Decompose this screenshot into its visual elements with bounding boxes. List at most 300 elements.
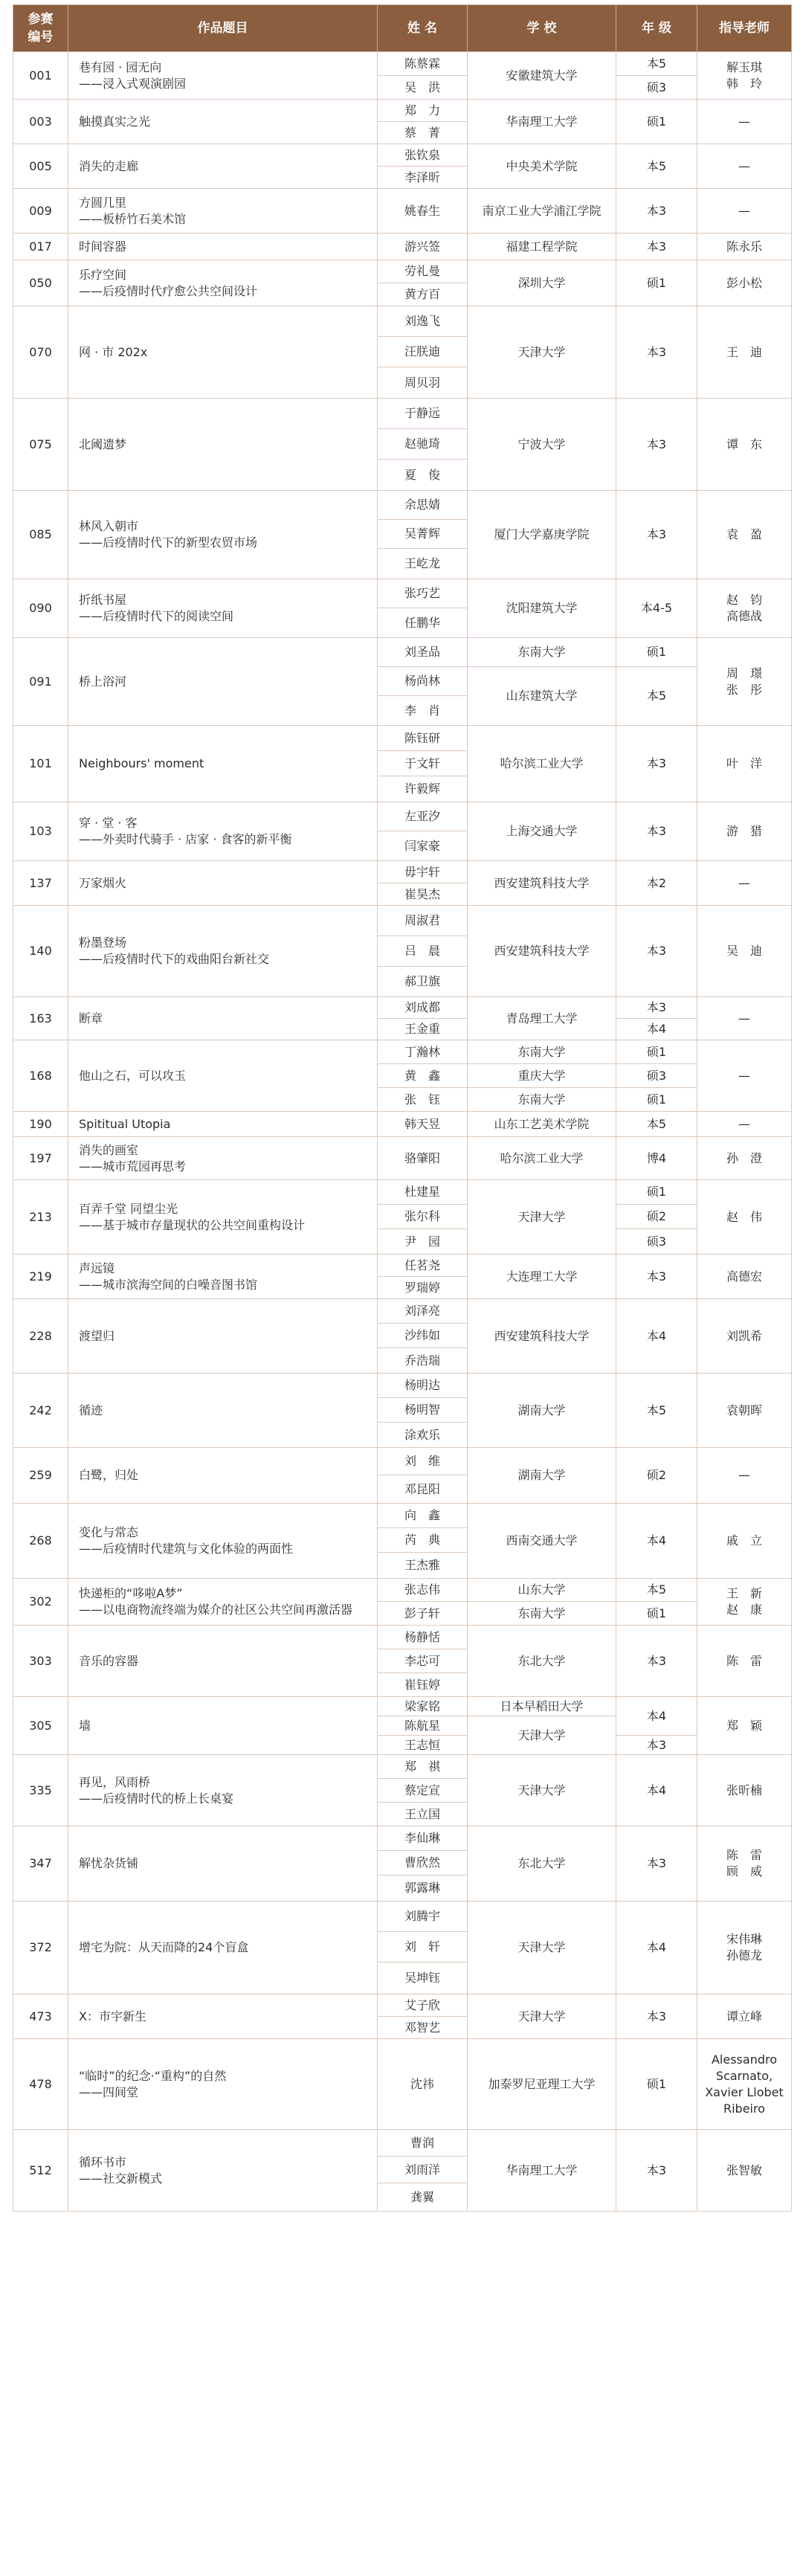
member-grade: 本5 <box>616 667 697 726</box>
member-name: 杨明智 <box>378 1398 468 1423</box>
member-grade: 本4 <box>616 1902 697 1994</box>
table-row <box>13 2039 792 2130</box>
entry-title <box>68 1755 378 1826</box>
member-school: 西安建筑科技大学 <box>468 1299 616 1374</box>
entry-title <box>68 1994 378 2039</box>
member-name: 姚春生 <box>378 189 468 234</box>
member-name: 杜建星 <box>378 1180 468 1205</box>
advisor-name: 王 新 <box>726 1586 762 1600</box>
advisor-name: 谭立峰 <box>726 2009 762 2023</box>
entry-title-main: 桥上浴河 <box>79 674 127 689</box>
member-grade: 硕3 <box>616 1064 697 1088</box>
member-name: 龚翼 <box>378 2183 468 2212</box>
member-name: 于文轩 <box>378 751 468 776</box>
advisor-name: 刘凯希 <box>726 1328 762 1343</box>
member-name: 刘泽亮 <box>378 1299 468 1324</box>
member-grade: 本4 <box>616 1755 697 1826</box>
table-row <box>13 306 792 337</box>
header-row <box>13 5 792 52</box>
member-name: 艾子欣 <box>378 1994 468 2017</box>
member-name: 汪朕迪 <box>378 337 468 367</box>
entry-title-main: 穿 · 堂 · 客 <box>79 816 138 830</box>
table-row <box>13 1579 792 1602</box>
table-row <box>13 1180 792 1205</box>
table-row <box>13 906 792 936</box>
member-name: 曹欣然 <box>378 1851 468 1875</box>
header-title: 作品题目 <box>68 5 378 52</box>
advisor-name: 张 彤 <box>726 682 762 697</box>
advisor <box>697 906 792 997</box>
advisor-name: 赵 康 <box>726 1603 762 1617</box>
table-row <box>13 1448 792 1475</box>
member-name: 杨明达 <box>378 1374 468 1398</box>
advisor <box>697 1697 792 1755</box>
table-row <box>13 52 792 76</box>
entry-title-main: 墙 <box>79 1718 91 1733</box>
entry-title-subtitle: ——外卖时代骑手 · 店家 · 食客的新平衡 <box>79 832 292 846</box>
entry-title-main: 他山之石，可以攻玉 <box>79 1068 187 1083</box>
member-name: 吴坤钰 <box>378 1962 468 1994</box>
entry-title <box>68 100 378 144</box>
member-name: 崔昊杰 <box>378 883 468 906</box>
member-name: 尹 园 <box>378 1229 468 1255</box>
table-row <box>13 1137 792 1180</box>
entry-title-main: 方圆几里 <box>79 195 127 210</box>
entry-title <box>68 1040 378 1112</box>
member-grade: 本5 <box>616 1374 697 1448</box>
advisor-name: Ribeiro <box>723 2101 766 2116</box>
entry-title-main: 消失的画室 <box>79 1142 139 1157</box>
member-grade: 硕2 <box>616 1205 697 1229</box>
entry-id: 070 <box>13 306 68 399</box>
entry-id: 259 <box>13 1448 68 1504</box>
member-grade: 本5 <box>616 52 697 76</box>
member-name: 韩天昱 <box>378 1112 468 1137</box>
member-name: 蔡定宣 <box>378 1779 468 1803</box>
entry-title-main: 巷有园 · 园无向 <box>79 59 162 74</box>
member-name: 李 肖 <box>378 696 468 726</box>
entry-id: 050 <box>13 260 68 306</box>
member-grade: 博4 <box>616 1137 697 1180</box>
member-name: 张尔科 <box>378 1205 468 1229</box>
entry-id: 005 <box>13 144 68 189</box>
entry-title <box>68 1374 378 1448</box>
entry-title-main: 解忧杂货铺 <box>79 1856 139 1870</box>
advisor-name: — <box>738 203 750 218</box>
entry-id: 140 <box>13 906 68 997</box>
entry-id: 219 <box>13 1255 68 1299</box>
member-school: 山东大学 <box>468 1579 616 1602</box>
member-grade: 本3 <box>616 399 697 491</box>
entry-title-main: 林风入朝市 <box>79 519 139 533</box>
member-name: 杨静恬 <box>378 1626 468 1649</box>
member-school: 福建工程学院 <box>468 234 616 260</box>
member-school: 大连理工大学 <box>468 1255 616 1299</box>
advisor <box>697 306 792 399</box>
member-school: 哈尔滨工业大学 <box>468 1137 616 1180</box>
header-id-label: 参赛编号 <box>28 12 54 45</box>
member-school: 西南交通大学 <box>468 1504 616 1579</box>
member-name: 郭露琳 <box>378 1875 468 1902</box>
table-row <box>13 1626 792 1649</box>
member-name: 郑 力 <box>378 100 468 122</box>
entry-title <box>68 1180 378 1255</box>
member-name: 吴 洪 <box>378 76 468 100</box>
advisor-name: 孙 澄 <box>726 1150 762 1165</box>
entry-id: 512 <box>13 2130 68 2212</box>
entry-title-main: 循迹 <box>79 1403 103 1417</box>
member-grade: 硕1 <box>616 1040 697 1064</box>
entry-title <box>68 638 378 726</box>
entry-title-subtitle: ——城市荒园再思考 <box>79 1159 187 1173</box>
advisor <box>697 1137 792 1180</box>
member-name: 黄 鑫 <box>378 1064 468 1088</box>
advisor <box>697 1755 792 1826</box>
member-grade: 本4-5 <box>616 579 697 638</box>
member-school: 沈阳建筑大学 <box>468 579 616 638</box>
entry-title <box>68 2130 378 2212</box>
member-school: 东北大学 <box>468 1626 616 1697</box>
table-row <box>13 802 792 831</box>
advisor-name: 高德战 <box>726 609 762 623</box>
member-name: 刘雨洋 <box>378 2157 468 2183</box>
member-school: 天津大学 <box>468 1902 616 1994</box>
member-name: 劳礼曼 <box>378 260 468 283</box>
entry-id: 103 <box>13 802 68 861</box>
entry-title <box>68 1697 378 1755</box>
entry-title-subtitle: ——浸入式观演剧园 <box>79 76 187 91</box>
table-row <box>13 638 792 667</box>
member-grade: 本2 <box>616 861 697 906</box>
member-school: 天津大学 <box>468 1716 616 1755</box>
advisor <box>697 1112 792 1137</box>
entry-id: 305 <box>13 1697 68 1755</box>
entry-title-subtitle: ——后疫情时代建筑与文化体验的两面性 <box>79 1542 294 1556</box>
entry-title <box>68 1826 378 1902</box>
advisor-name: — <box>738 158 750 173</box>
table-row <box>13 1299 792 1324</box>
member-grade: 硕3 <box>616 1229 697 1255</box>
advisor <box>697 260 792 306</box>
table-row <box>13 1755 792 1779</box>
member-school: 西安建筑科技大学 <box>468 861 616 906</box>
member-name: 沙纬如 <box>378 1324 468 1348</box>
member-school: 南京工业大学浦江学院 <box>468 189 616 234</box>
entry-title <box>68 997 378 1040</box>
entry-title <box>68 260 378 306</box>
entry-title <box>68 1504 378 1579</box>
member-name: 梁家铭 <box>378 1697 468 1716</box>
advisor-name: — <box>738 1068 750 1083</box>
member-school: 山东工艺美术学院 <box>468 1112 616 1137</box>
entry-title-subtitle: ——板桥竹石美术馆 <box>79 211 187 226</box>
advisor-name: — <box>738 875 750 890</box>
entry-title <box>68 189 378 234</box>
member-name: 张志伟 <box>378 1579 468 1602</box>
member-name: 丁瀚林 <box>378 1040 468 1064</box>
entry-id: 017 <box>13 234 68 260</box>
advisor <box>697 1040 792 1112</box>
member-name: 曹润 <box>378 2130 468 2157</box>
advisor-name: Scarnato, <box>715 2068 773 2083</box>
entry-id: 091 <box>13 638 68 726</box>
advisor <box>697 579 792 638</box>
advisor-name: Xavier Llobet <box>705 2084 784 2099</box>
member-grade: 本4 <box>616 1299 697 1374</box>
advisor-name: 韩 玲 <box>726 76 762 91</box>
advisor <box>697 1902 792 1994</box>
member-name: 李泽昕 <box>378 167 468 189</box>
table-row <box>13 997 792 1019</box>
table-row <box>13 579 792 608</box>
member-grade: 本3 <box>616 189 697 234</box>
member-grade: 硕1 <box>616 638 697 667</box>
advisor <box>697 144 792 189</box>
member-grade: 本5 <box>616 1579 697 1602</box>
entry-title-subtitle: ——后疫情时代下的新型农贸市场 <box>79 535 258 550</box>
entry-title-main: 断章 <box>79 1011 103 1025</box>
member-name: 王立国 <box>378 1803 468 1826</box>
entry-id: 347 <box>13 1826 68 1902</box>
member-grade: 本3 <box>616 1826 697 1902</box>
member-name: 张钦泉 <box>378 144 468 167</box>
table-row <box>13 1902 792 1932</box>
table-row <box>13 861 792 883</box>
member-name: 王杰雅 <box>378 1553 468 1579</box>
member-name: 刘逸飞 <box>378 306 468 337</box>
advisor <box>697 52 792 100</box>
header-id <box>13 5 68 52</box>
advisor <box>697 399 792 491</box>
advisor <box>697 2130 792 2212</box>
member-grade: 本3 <box>616 234 697 260</box>
advisor-name: 陈 雷 <box>726 1848 762 1862</box>
table-row <box>13 1504 792 1528</box>
advisor <box>697 1626 792 1697</box>
table-row <box>13 260 792 283</box>
award-table <box>13 4 792 2212</box>
member-name: 周淑君 <box>378 906 468 936</box>
entry-title-subtitle: ——以电商物流终端为媒介的社区公共空间再激活器 <box>79 1603 353 1617</box>
member-grade: 本3 <box>616 906 697 997</box>
member-name: 乔浩瑞 <box>378 1348 468 1374</box>
entry-title-main: X：市宇新生 <box>79 2009 146 2023</box>
advisor-name: 游 猎 <box>726 824 762 838</box>
entry-id: 190 <box>13 1112 68 1137</box>
member-school: 东南大学 <box>468 1088 616 1112</box>
member-school: 西安建筑科技大学 <box>468 906 616 997</box>
member-school: 加泰罗尼亚理工大学 <box>468 2039 616 2130</box>
member-school: 湖南大学 <box>468 1448 616 1504</box>
header-school: 学 校 <box>468 5 616 52</box>
advisor-name: — <box>738 1011 750 1025</box>
member-grade: 本4 <box>616 1504 697 1579</box>
member-name: 周贝羽 <box>378 367 468 399</box>
advisor-name: — <box>738 1468 750 1482</box>
member-name: 张 钰 <box>378 1088 468 1112</box>
advisor-name: 戚 立 <box>726 1533 762 1548</box>
member-name: 刘成都 <box>378 997 468 1019</box>
entry-title-main: 白鹭，归处 <box>79 1468 139 1482</box>
entry-title <box>68 2039 378 2130</box>
entry-title-main: 粉墨登场 <box>79 936 127 950</box>
member-grade: 本3 <box>616 306 697 399</box>
advisor-name: 孙德龙 <box>726 1948 762 1962</box>
entry-title <box>68 234 378 260</box>
member-name: 郝卫旗 <box>378 967 468 997</box>
advisor-name: 袁 盈 <box>726 527 762 541</box>
member-school: 哈尔滨工业大学 <box>468 726 616 802</box>
member-name: 崔钰婷 <box>378 1673 468 1697</box>
member-name: 吕 晨 <box>378 936 468 967</box>
member-name: 吴菁辉 <box>378 520 468 549</box>
member-grade: 本3 <box>616 1736 697 1755</box>
member-name: 向 鑫 <box>378 1504 468 1528</box>
entry-id: 228 <box>13 1299 68 1374</box>
member-school: 东南大学 <box>468 638 616 667</box>
table-row <box>13 1697 792 1716</box>
entry-title <box>68 1626 378 1697</box>
header-name: 姓 名 <box>378 5 468 52</box>
member-name: 邓昆阳 <box>378 1475 468 1504</box>
member-name: 陈钰研 <box>378 726 468 751</box>
header-grade: 年 级 <box>616 5 697 52</box>
entry-title-main: 消失的走廊 <box>79 158 139 173</box>
member-name: 骆肇阳 <box>378 1137 468 1180</box>
advisor-name: 赵 伟 <box>726 1209 762 1224</box>
entry-id: 085 <box>13 491 68 579</box>
member-school: 日本早稻田大学 <box>468 1697 616 1716</box>
member-grade: 本5 <box>616 144 697 189</box>
member-grade: 本3 <box>616 997 697 1019</box>
table-row <box>13 234 792 260</box>
member-name: 沈祎 <box>378 2039 468 2130</box>
entry-title <box>68 52 378 100</box>
member-name: 游兴签 <box>378 234 468 260</box>
member-name: 刘腾宇 <box>378 1902 468 1932</box>
advisor-name: 王 迪 <box>726 344 762 359</box>
entry-title-subtitle: ——后疫情时代的桥上长桌宴 <box>79 1791 234 1806</box>
table-row <box>13 1374 792 1398</box>
table-row <box>13 189 792 234</box>
entry-id: 302 <box>13 1579 68 1626</box>
entry-id: 303 <box>13 1626 68 1697</box>
entry-id: 242 <box>13 1374 68 1448</box>
entry-title-main: 折纸书屋 <box>79 593 127 607</box>
member-name: 邓智艺 <box>378 2017 468 2039</box>
advisor <box>697 1180 792 1255</box>
member-name: 余思婧 <box>378 491 468 520</box>
member-name: 夏 俊 <box>378 460 468 491</box>
member-school: 东北大学 <box>468 1826 616 1902</box>
member-school: 上海交通大学 <box>468 802 616 861</box>
member-school: 重庆大学 <box>468 1064 616 1088</box>
entry-id: 168 <box>13 1040 68 1112</box>
member-name: 闫家豪 <box>378 831 468 861</box>
entry-id: 213 <box>13 1180 68 1255</box>
table-row <box>13 1255 792 1277</box>
entry-title-main: 时间容器 <box>79 239 127 254</box>
entry-title <box>68 1299 378 1374</box>
member-school: 天津大学 <box>468 306 616 399</box>
entry-id: 473 <box>13 1994 68 2039</box>
member-school: 华南理工大学 <box>468 100 616 144</box>
member-grade: 本3 <box>616 1626 697 1697</box>
entry-id: 009 <box>13 189 68 234</box>
member-grade: 本4 <box>616 1697 697 1736</box>
advisor-name: 高德宏 <box>726 1269 762 1284</box>
advisor <box>697 997 792 1040</box>
advisor <box>697 491 792 579</box>
table-row <box>13 2130 792 2157</box>
advisor <box>697 1826 792 1902</box>
entry-title <box>68 726 378 802</box>
member-name: 彭子轩 <box>378 1602 468 1626</box>
member-grade: 本3 <box>616 1255 697 1299</box>
advisor <box>697 1255 792 1299</box>
advisor-name: 陈永乐 <box>726 239 762 254</box>
header-advisor: 指导老师 <box>697 5 792 52</box>
member-school: 天津大学 <box>468 1755 616 1826</box>
table-row <box>13 1112 792 1137</box>
member-name: 芮 典 <box>378 1528 468 1553</box>
member-grade: 本4 <box>616 1019 697 1040</box>
advisor-name: 周 璟 <box>726 666 762 680</box>
member-school: 天津大学 <box>468 1180 616 1255</box>
entry-title-subtitle: ——社交新模式 <box>79 2171 163 2186</box>
member-school: 山东建筑大学 <box>468 667 616 726</box>
entry-title-main: 乐疗空间 <box>79 267 127 282</box>
advisor <box>697 2039 792 2130</box>
entry-title-subtitle: ——后疫情时代下的阅读空间 <box>79 609 234 623</box>
member-school: 深圳大学 <box>468 260 616 306</box>
member-grade: 硕1 <box>616 260 697 306</box>
entry-title <box>68 1579 378 1626</box>
advisor <box>697 638 792 726</box>
member-name: 于静远 <box>378 399 468 429</box>
entry-id: 197 <box>13 1137 68 1180</box>
member-name: 刘 轩 <box>378 1932 468 1962</box>
member-grade: 硕1 <box>616 2039 697 2130</box>
member-name: 许毅辉 <box>378 776 468 802</box>
entry-id: 163 <box>13 997 68 1040</box>
member-name: 罗瑞婷 <box>378 1277 468 1299</box>
advisor-name: 谭 东 <box>726 437 762 451</box>
entry-title-main: 万家烟火 <box>79 875 127 890</box>
entry-title-main: 增宅为院：从天而降的24个盲盒 <box>79 1940 249 1954</box>
entry-title <box>68 491 378 579</box>
member-grade: 硕1 <box>616 1180 697 1205</box>
member-name: 黄方百 <box>378 283 468 306</box>
entry-title-main: 百弄千堂 同望尘光 <box>79 1201 178 1216</box>
advisor-name: 吴 迪 <box>726 944 762 958</box>
entry-id: 137 <box>13 861 68 906</box>
member-school: 厦门大学嘉庚学院 <box>468 491 616 579</box>
member-name: 毋宇轩 <box>378 861 468 883</box>
entry-title-main: Spititual Utopia <box>79 1116 171 1131</box>
entry-title-main: 音乐的容器 <box>79 1653 139 1668</box>
advisor-name: 陈 雷 <box>726 1653 762 1668</box>
entry-title-main: 触摸真实之光 <box>79 114 151 129</box>
member-name: 李仙琳 <box>378 1826 468 1851</box>
advisor-name: 赵 钧 <box>726 593 762 607</box>
member-name: 王志恒 <box>378 1736 468 1755</box>
member-school: 青岛理工大学 <box>468 997 616 1040</box>
advisor <box>697 1994 792 2039</box>
entry-title-main: 北阈遗梦 <box>79 437 127 451</box>
table-row <box>13 1040 792 1064</box>
advisor-name: 袁朝晖 <box>726 1403 762 1417</box>
